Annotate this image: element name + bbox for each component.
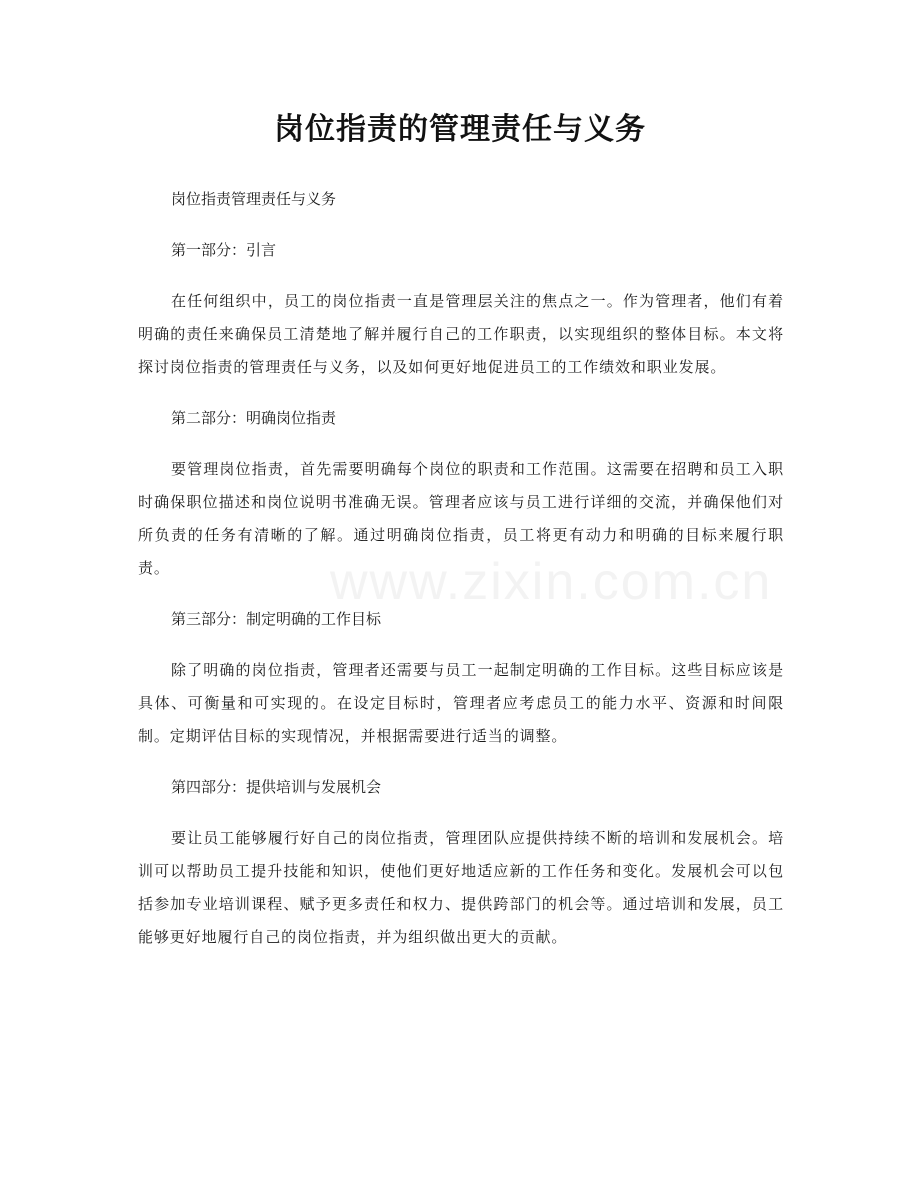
section-paragraph-training: 要让员工能够履行好自己的岗位指责，管理团队应提供持续不断的培训和发展机会。培训可以帮助员工提升技能和知识，使他们更好地适应新的工作任务和变化。发展机会可以包括参加专业培训课程、赋予更多责任和权力、提供跨部门的机会等。通过培训和发展，员工能够更好地履行自己的岗位指责，并为组织做出更大的贡献。 [138,829,784,946]
section-heading-set-goals: 第三部分：制定明确的工作目标 [171,610,382,628]
watermark-text: www.zixin.com.cn [330,553,773,611]
document-subtitle: 岗位指责管理责任与义务 [171,190,337,208]
section-heading-define-duties: 第二部分：明确岗位指责 [171,409,337,427]
document-title: 岗位指责的管理责任与义务 [274,112,646,147]
section-heading-intro: 第一部分：引言 [171,241,277,259]
section-paragraph-intro: 在任何组织中，员工的岗位指责一直是管理层关注的焦点之一。作为管理者，他们有着明确的责任来确保员工清楚地了解并履行自己的工作职责，以实现组织的整体目标。本文将探讨岗位指责的管理责任与义务，以及如何更好地促进员工的工作绩效和职业发展。 [138,292,784,376]
document-body [138,183,784,972]
section-paragraph-set-goals: 除了明确的岗位指责，管理者还需要与员工一起制定明确的工作目标。这些目标应该是具体、可衡量和可实现的。在设定目标时，管理者应考虑员工的能力水平、资源和时间限制。定期评估目标的实现情况，并根据需要进行适当的调整。 [138,661,784,745]
section-heading-training: 第四部分：提供培训与发展机会 [171,778,382,796]
section-paragraph-define-duties: 要管理岗位指责，首先需要明确每个岗位的职责和工作范围。这需要在招聘和员工入职时确保职位描述和岗位说明书准确无误。管理者应该与员工进行详细的交流，并确保他们对所负责的任务有清晰的了解。通过明确岗位指责，员工将更有动力和明确的目标来履行职责。 [138,460,784,577]
